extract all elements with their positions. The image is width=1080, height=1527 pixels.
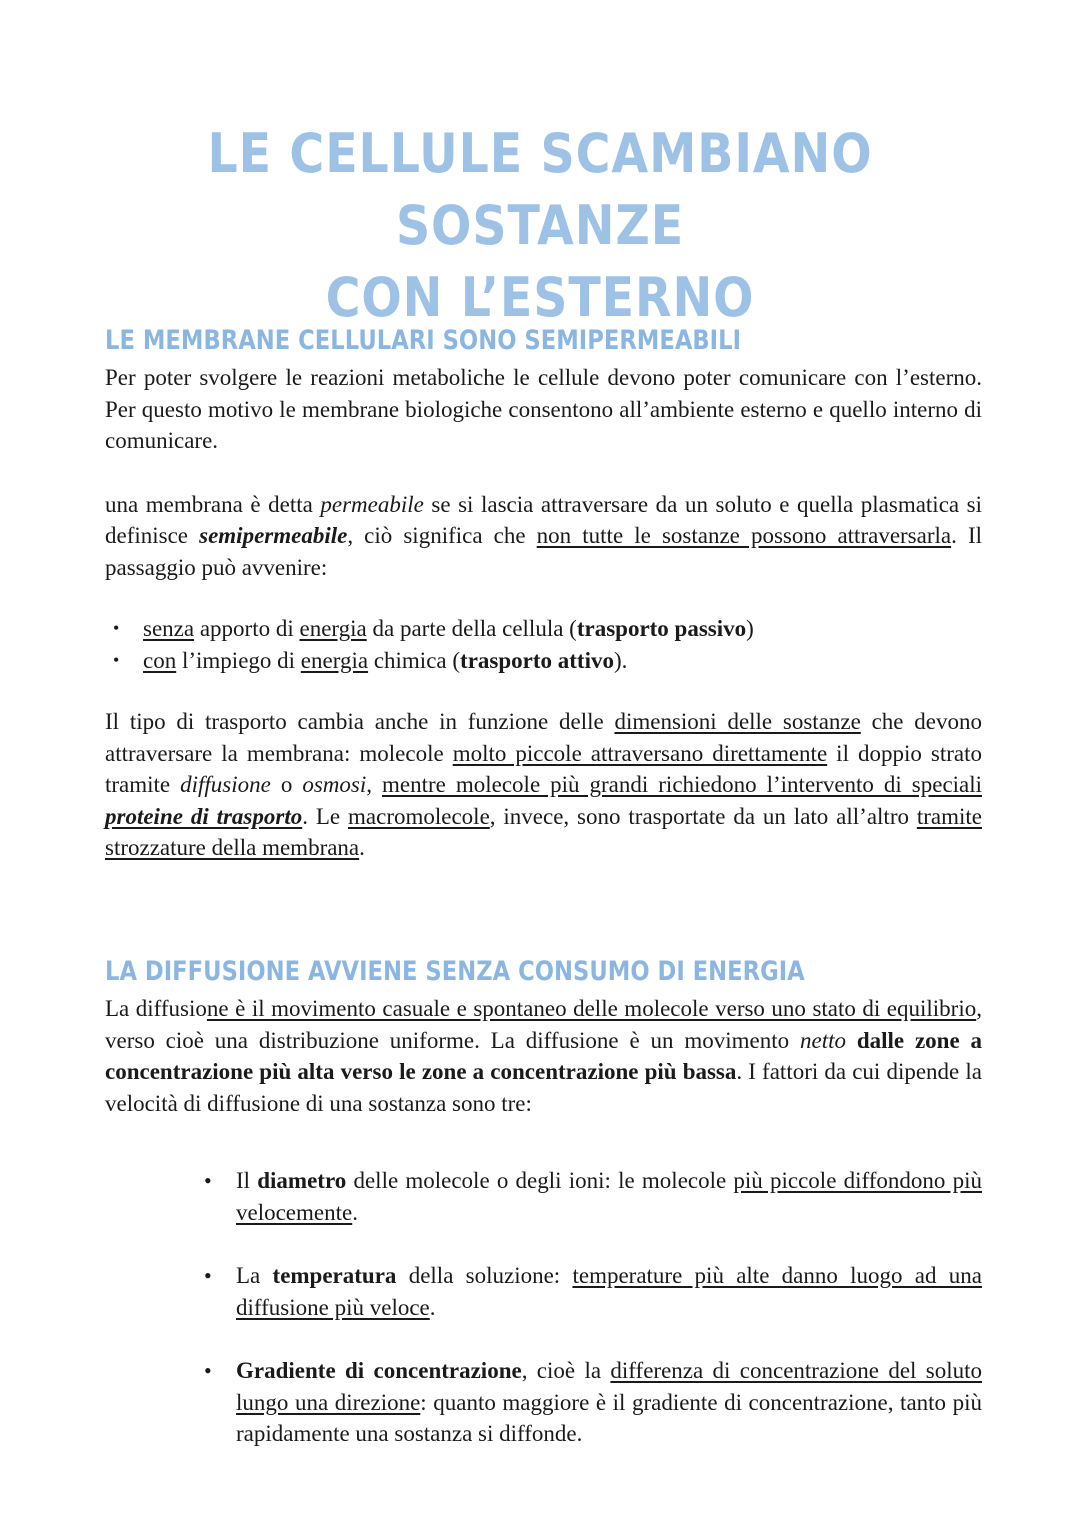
bullet-icon: • — [204, 1263, 212, 1288]
list-item: • senza apporto di energia da parte della cellula (trasporto passivo) — [143, 613, 982, 645]
diffusion-factors-list — [105, 1165, 982, 1450]
paragraph-diffusion: La diffusione è il movimento casuale e spontaneo delle molecole verso uno stato di equilibrio, verso cioè una distribuzione uniforme. La diffusione è un movimento netto dalle zone a concentrazione più alta verso le zone a concentrazione più bassa. I fattori da cui dipende la velocità di diffusione di una sostanza sono tre: — [105, 996, 982, 1116]
list-item: • con l’impiego di energia chimica (trasporto attivo). — [143, 645, 982, 677]
page-title-line-2: CON L’ESTERNO — [325, 266, 755, 329]
bullet-icon: • — [113, 649, 120, 670]
section-diffusion — [105, 955, 982, 1482]
page-title — [65, 118, 1015, 334]
paragraph-intro: Per poter svolgere le reazioni metaboliche le cellule devono poter comunicare con l’esterno. Per questo motivo le membrane biologiche consentono all’ambiente esterno e quello interno di comunicare. — [105, 365, 982, 453]
list-item: • Il diametro delle molecole o degli ioni: le molecole più piccole diffondono più velocemente. — [236, 1165, 982, 1228]
list-item: • La temperatura della soluzione: temperature più alte danno luogo ad una diffusione più veloce. — [236, 1260, 982, 1323]
list-item: • Gradiente di concentrazione, cioè la differenza di concentrazione del soluto lungo una direzione: quanto maggiore è il gradiente di concentrazione, tanto più rapidamente una sostanza si diffonde. — [236, 1355, 982, 1450]
section-heading: LE MEMBRANE CELLULARI SONO SEMIPERMEABILI — [105, 325, 742, 356]
section-semipermeable-membranes — [105, 324, 982, 864]
page-title-line-1: LE CELLULE SCAMBIANO SOSTANZE — [207, 122, 873, 257]
paragraph-permeability: una membrana è detta permeabile se si lascia attraversare da un soluto e quella plasmatica si definisce semipermeabile, ciò significa che non tutte le sostanze possono attraversarla. Il passaggio può avvenire: — [105, 491, 983, 580]
bullet-icon: • — [204, 1358, 212, 1383]
paragraph-transport-type: Il tipo di trasporto cambia anche in funzione delle dimensioni delle sostanze che devono attraversare la membrana: molecole molto piccole attraversano direttamente il doppio strato tramite diffusione o osmosi, mentre molecole più grandi richiedono l’intervento di speciali proteine di trasporto. Le macromolecole, invece, sono trasportate da un lato all’altro tramite strozzature della membrana. — [105, 709, 983, 860]
transport-list — [105, 613, 982, 676]
section-heading: LA DIFFUSIONE AVVIENE SENZA CONSUMO DI ENERGIA — [105, 956, 805, 987]
bullet-icon: • — [113, 618, 120, 638]
bullet-icon: • — [204, 1168, 212, 1193]
